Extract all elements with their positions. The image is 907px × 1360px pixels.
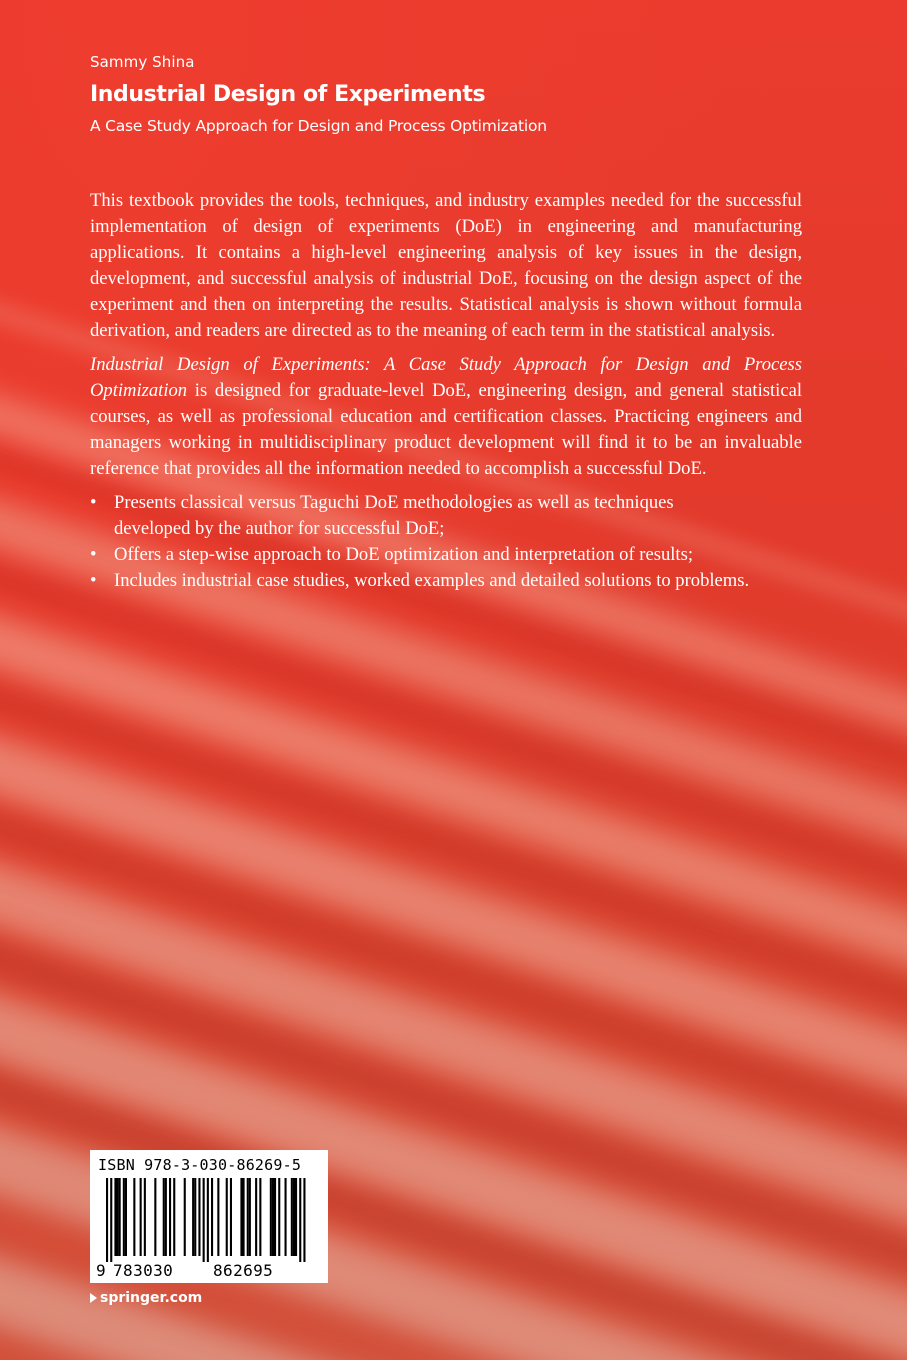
description-paragraph-1: This textbook provides the tools, techniques, and industry examples needed for the successful implementation of design of experiments (DoE) in engineering and manufacturing applications. It contains a high-level engineering analysis of key issues in the design, development, and successful analysis of industrial DoE, focusing on the design aspect of the experiment and then on interpreting the results. Statistical analysis is shown without formula derivation, and readers are directed as to the meaning of each term in the statistical analysis. bbox=[90, 190, 802, 341]
barcode-bar bbox=[278, 1178, 280, 1256]
barcode-bar bbox=[110, 1178, 112, 1262]
barcode-bar bbox=[240, 1178, 242, 1256]
bullet-icon: • bbox=[90, 544, 97, 565]
barcode-digits-right: 862695 bbox=[213, 1261, 274, 1280]
isbn-label: ISBN 978-3-030-86269-5 bbox=[98, 1156, 302, 1174]
barcode-bar bbox=[211, 1178, 213, 1256]
barcode-bars bbox=[96, 1178, 322, 1262]
barcode-bar bbox=[207, 1178, 209, 1262]
list-item-text: Presents classical versus Taguchi DoE methodologies as well as techniques developed by the author for successful DoE; bbox=[114, 492, 674, 539]
barcode-bar bbox=[169, 1178, 171, 1256]
description-paragraph-2 bbox=[90, 352, 802, 482]
barcode-bar bbox=[291, 1178, 293, 1256]
barcode-bar bbox=[243, 1178, 245, 1256]
barcode-bar bbox=[125, 1178, 127, 1256]
author-name: Sammy Shina bbox=[90, 53, 195, 71]
barcode-bar bbox=[274, 1178, 276, 1256]
barcode-bar bbox=[285, 1178, 287, 1256]
barcode-bar bbox=[114, 1178, 116, 1256]
barcode-bar bbox=[295, 1178, 297, 1256]
barcode-bar bbox=[163, 1178, 165, 1256]
barcode-bar bbox=[194, 1178, 196, 1256]
feature-list bbox=[90, 490, 802, 594]
barcode-bar bbox=[255, 1178, 257, 1256]
barcode-bar bbox=[247, 1178, 249, 1256]
barcode-bar bbox=[293, 1178, 295, 1256]
barcode-bar bbox=[123, 1178, 125, 1256]
list-item bbox=[90, 490, 754, 542]
barcode-digit-first: 9 bbox=[96, 1261, 106, 1280]
barcode-bar bbox=[119, 1178, 121, 1256]
barcode-bar bbox=[133, 1178, 135, 1256]
barcode-bar bbox=[230, 1178, 232, 1256]
barcode-bar bbox=[259, 1178, 261, 1256]
italic-book-title: Industrial Design of Experiments: A Case Study Approach for Design and Process Optimization bbox=[90, 354, 802, 401]
list-item bbox=[90, 542, 754, 568]
barcode-bar bbox=[184, 1178, 186, 1256]
list-item bbox=[90, 568, 754, 594]
barcode-bar bbox=[299, 1178, 301, 1262]
barcode-bar bbox=[106, 1178, 108, 1262]
barcode-bar bbox=[272, 1178, 274, 1256]
book-description bbox=[90, 188, 802, 594]
barcode-bar bbox=[192, 1178, 194, 1256]
bullet-icon: • bbox=[90, 492, 97, 513]
barcode-bar bbox=[198, 1178, 200, 1256]
barcode-bar bbox=[144, 1178, 146, 1256]
publisher-link[interactable] bbox=[90, 1290, 202, 1306]
barcode-bar bbox=[203, 1178, 205, 1262]
barcode-digits-left: 783030 bbox=[113, 1261, 174, 1280]
list-item-text: Includes industrial case studies, worked examples and detailed solutions to problems. bbox=[114, 570, 750, 591]
book-title: Industrial Design of Experiments bbox=[90, 82, 486, 107]
barcode-bar bbox=[173, 1178, 175, 1256]
barcode-bar bbox=[117, 1178, 119, 1256]
publisher-url: springer.com bbox=[100, 1290, 203, 1306]
paragraph-2-text: is designed for graduate-level DoE, engineering design, and general statistical courses, as well as professional education and certification classes. Practicing engineers and managers working in multidisciplinary product development will find it to be an invaluable reference that provides all the information needed to accomplish a successful DoE. bbox=[90, 380, 802, 479]
barcode-bar bbox=[303, 1178, 305, 1262]
barcode-bar bbox=[140, 1178, 142, 1256]
barcode-bar bbox=[249, 1178, 251, 1256]
isbn-barcode bbox=[90, 1150, 328, 1283]
list-item-text: Offers a step-wise approach to DoE optimization and interpretation of results; bbox=[114, 544, 693, 565]
barcode-bar bbox=[270, 1178, 272, 1256]
bullet-icon: • bbox=[90, 570, 97, 591]
book-subtitle: A Case Study Approach for Design and Process Optimization bbox=[90, 117, 547, 135]
triangle-right-icon bbox=[90, 1293, 97, 1303]
barcode-bar bbox=[154, 1178, 156, 1256]
barcode-bar bbox=[217, 1178, 219, 1256]
barcode-bar bbox=[226, 1178, 228, 1256]
barcode-bar bbox=[165, 1178, 167, 1256]
